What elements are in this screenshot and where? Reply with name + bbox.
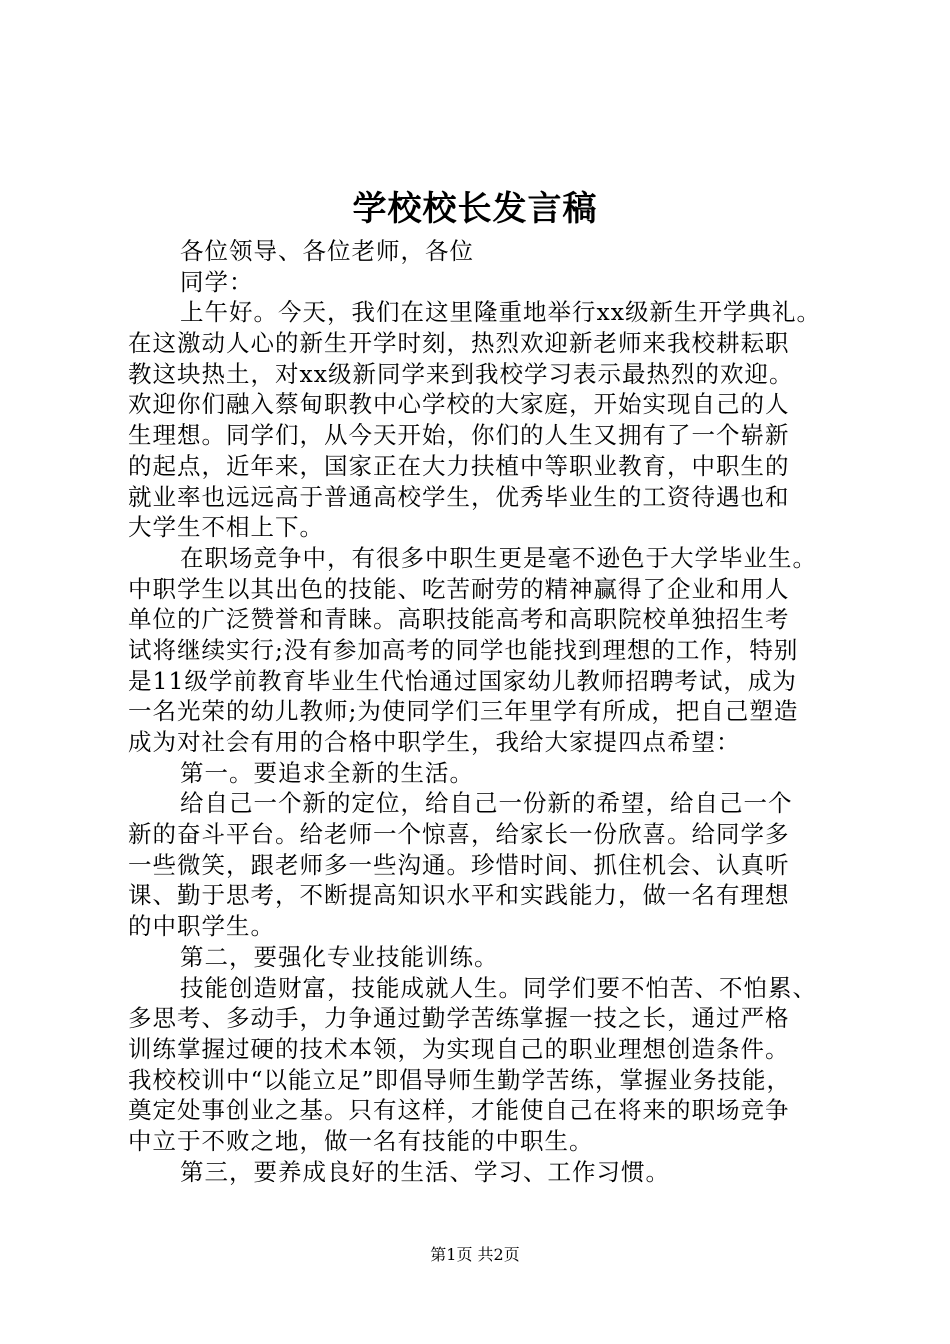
text-line: 上午好。今天，我们在这里隆重地举行xx级新生开学典礼。: [180, 298, 822, 327]
text-line: 试将继续实行;没有参加高考的同学也能找到理想的工作，特别: [128, 635, 799, 664]
text-line: 奠定处事创业之基。只有这样，才能使自己在将来的职场竞争: [128, 1096, 790, 1125]
document-title: 学校校长发言稿: [352, 189, 598, 229]
document-body: [128, 236, 840, 1187]
text-line: 大学生不相上下。: [128, 513, 324, 542]
text-line: 在职场竞争中，有很多中职生更是毫不逊色于大学毕业生。: [180, 543, 817, 572]
text-line: 多思考、多动手，力争通过勤学苦练掌握一技之长，通过严格: [128, 1004, 790, 1033]
text-line: 在这激动人心的新生开学时刻，热烈欢迎新老师来我校耕耘职: [128, 329, 790, 358]
text-line: 第三，要养成良好的生活、学习、工作习惯。: [180, 1157, 670, 1186]
text-line: 第二，要强化专业技能训练。: [180, 942, 499, 971]
page-number-footer: 第1页 共2页: [430, 1245, 520, 1264]
text-line: 训练掌握过硬的技术本领，为实现自己的职业理想创造条件。: [128, 1034, 790, 1063]
text-line: 的中职学生。: [128, 912, 275, 941]
text-line: 一些微笑，跟老师多一些沟通。珍惜时间、抓住机会、认真听: [128, 850, 790, 879]
text-line: 各位领导、各位老师，各位: [180, 237, 474, 265]
text-line: 技能创造财富，技能成就人生。同学们要不怕苦、不怕累、: [180, 973, 817, 1002]
text-line: 一名光荣的幼儿教师;为使同学们三年里学有所成，把自己塑造: [128, 697, 799, 726]
text-line: 同学：: [180, 267, 254, 296]
text-line: 的起点，近年来，国家正在大力扶植中等职业教育，中职生的: [128, 451, 790, 480]
text-line: 新的奋斗平台。给老师一个惊喜，给家长一份欣喜。给同学多: [128, 820, 790, 849]
text-line: 单位的广泛赞誉和青睐。高职技能高考和高职院校单独招生考: [128, 605, 790, 634]
text-line: 给自己一个新的定位，给自己一份新的希望，给自己一个: [180, 789, 793, 818]
text-line: 中立于不败之地，做一名有技能的中职生。: [128, 1126, 594, 1155]
text-line: 是11级学前教育毕业生代怡通过国家幼儿教师招聘考试，成为: [128, 666, 797, 695]
text-line: 中职学生以其出色的技能、吃苦耐劳的精神赢得了企业和用人: [128, 574, 790, 603]
text-line: 课、勤于思考，不断提高知识水平和实践能力，做一名有理想: [128, 881, 790, 910]
text-line: 欢迎你们融入蔡甸职教中心学校的大家庭，开始实现自己的人: [128, 390, 790, 419]
text-line: 生理想。同学们，从今天开始，你们的人生又拥有了一个崭新: [128, 421, 790, 450]
text-line: 成为对社会有用的合格中职学生，我给大家提四点希望：: [128, 728, 741, 756]
text-line: 我校校训中“以能立足”即倡导师生勤学苦练，掌握业务技能，: [128, 1065, 792, 1094]
text-line: 就业率也远远高于普通高校学生，优秀毕业生的工资待遇也和: [128, 482, 790, 511]
text-line: 教这块热土，对xx级新同学来到我校学习表示最热烈的欢迎。: [128, 359, 794, 388]
text-line: 第一。要追求全新的生活。: [180, 758, 474, 787]
